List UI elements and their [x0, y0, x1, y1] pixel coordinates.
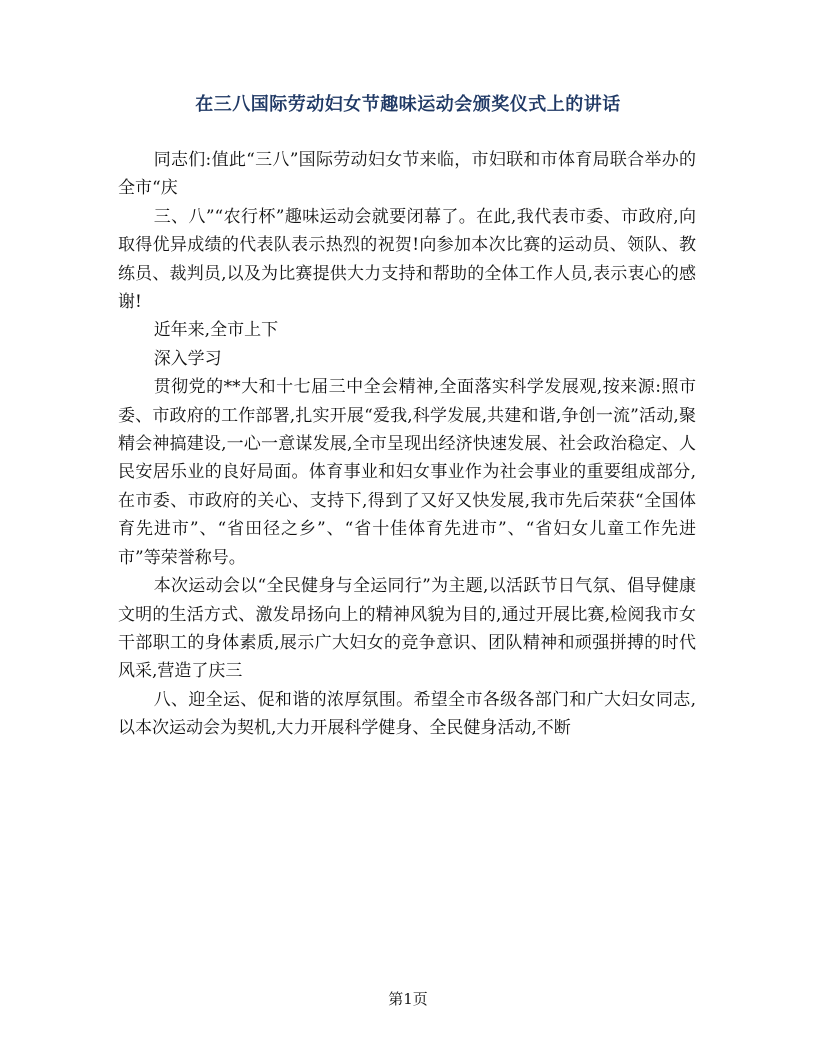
page-number: 第1页: [388, 990, 428, 1008]
paragraph: 深入学习: [153, 348, 222, 369]
document-body: [118, 146, 696, 743]
paragraph: 同志们:值此“三八”国际劳动妇女节来临，市妇联和市体育局联合举办的全市“庆: [118, 150, 696, 199]
paragraph: 近年来,全市上下: [153, 320, 279, 341]
paragraph: 三、八”“农行杯”趣味运动会就要闭幕了。在此,我代表市委、市政府,向取得优异成绩的代表队表示热烈的祝贺!向参加本次比赛的运动员、领队、教练员、裁判员,以及为比赛提供大力支持和帮助的全体工作人员,表示衷心的感谢!: [118, 206, 696, 313]
paragraph: 本次运动会以“全民健身与全运同行”为主题,以活跃节日气氛、倡导健康文明的生活方式、激发昂扬向上的精神风貌为目的,通过开展比赛,检阅我市女干部职工的身体素质,展示广大妇女的竞争意识、团队精神和顽强拼搏的时代风采,营造了庆三: [118, 576, 696, 682]
paragraph: 贯彻党的**大和十七届三中全会精神,全面落实科学发展观,按来源:照市委、市政府的工作部署,扎实开展“爱我,科学发展,共建和谐,争创一流”活动,聚精会神搞建设,一心一意谋发展,全市呈现出经济快速发展、社会政治稳定、人民安居乐业的良好局面。体育事业和妇女事业作为社会事业的重要组成部分,在市委、市政府的关心、支持下,得到了又好又快发展,我市先后荣获“全国体育先进市”、“省田径之乡”、“省十佳体育先进市”、“省妇女儿童工作先进市”等荣誉称号。: [118, 377, 696, 568]
paragraph: 八、迎全运、促和谐的浓厚氛围。希望全市各级各部门和广大妇女同志,以本次运动会为契机,大力开展科学健身、全民健身活动,不断: [118, 689, 696, 739]
document-title: 在三八国际劳动妇女节趣味运动会颁奖仪式上的讲话: [195, 94, 621, 115]
